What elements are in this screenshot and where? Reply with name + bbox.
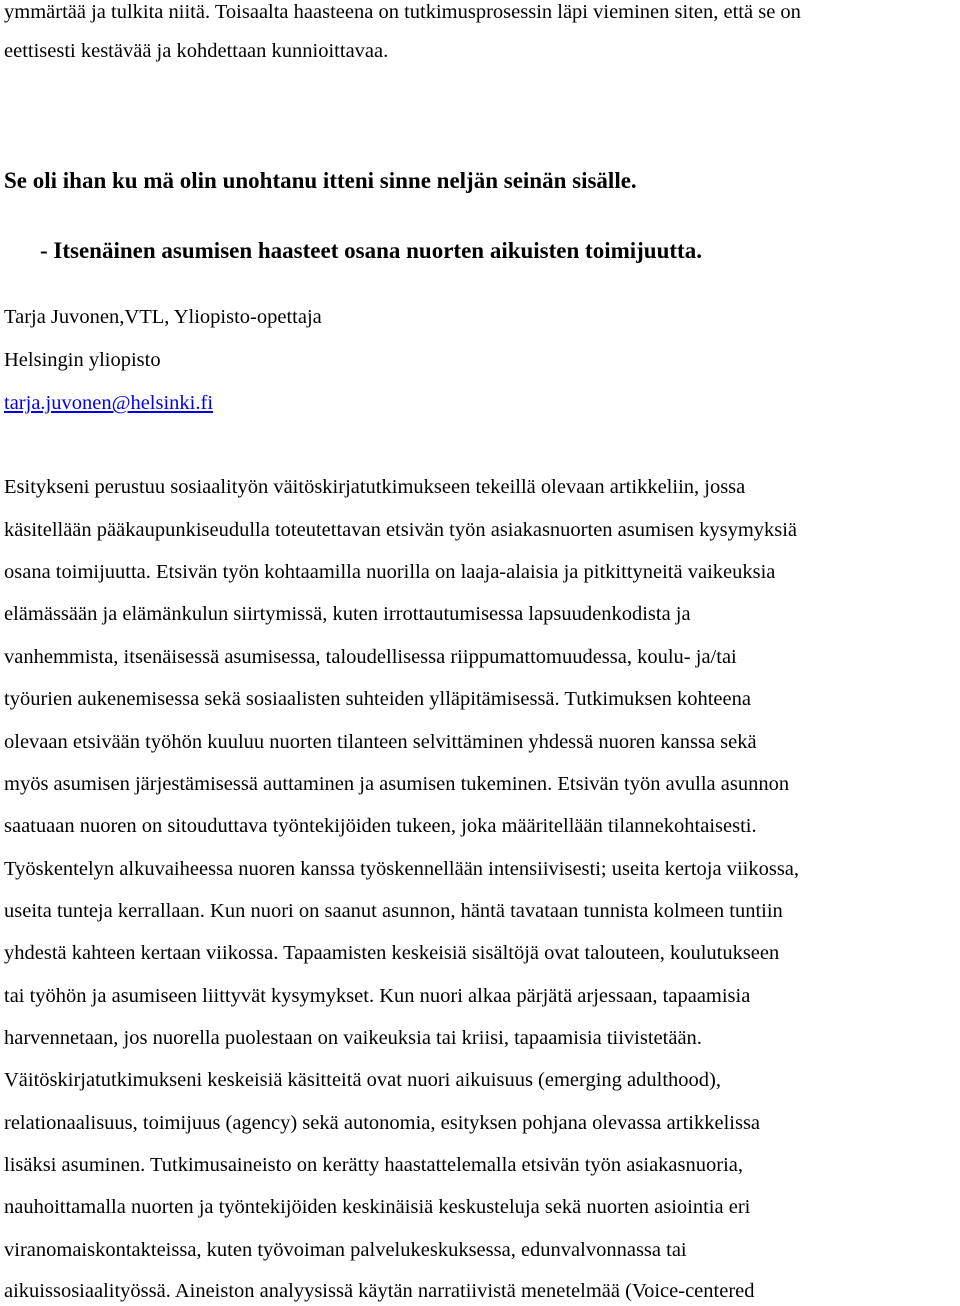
abstract-line: myös asumisen järjestämisessä auttaminen ja asumisen tukeminen. Etsivän työn avulla asunnon	[4, 773, 790, 795]
abstract-line: yhdestä kahteen kertaan viikossa. Tapaamisten keskeisiä sisältöjä ovat talouteen, koulutukseen	[4, 942, 780, 964]
abstract-line: käsitellään pääkaupunkiseudulla toteutettavan etsivän työn asiakasnuorten asumisen kysymyksiä	[4, 519, 798, 541]
abstract-line: relationaalisuus, toimijuus (agency) sekä autonomia, esityksen pohjana olevassa artikkelissa	[4, 1112, 761, 1134]
abstract-line: lisäksi asuminen. Tutkimusaineisto on kerätty haastattelemalla etsivän työn asiakasnuoria,	[4, 1154, 744, 1176]
author-affiliation: Helsingin yliopisto	[4, 349, 161, 371]
abstract-line: Työskentelyn alkuvaiheessa nuoren kanssa työskennellään intensiivisesti; useita kertoja viikossa,	[4, 858, 800, 880]
abstract-line: saatuaan nuoren on sitouduttava työntekijöiden tukeen, joka määritellään tilannekohtaisesti.	[4, 815, 757, 837]
author-name: Tarja Juvonen,VTL, Yliopisto-opettaja	[4, 306, 322, 328]
abstract-line: harvennetaan, jos nuorella puolestaan on vaikeuksia tai kriisi, tapaamisia tiivistetään.	[4, 1027, 702, 1049]
document-title: Se oli ihan ku mä olin unohtanu itteni sinne neljän seinän sisälle.	[4, 168, 637, 193]
abstract-line: elämässään ja elämänkulun siirtymissä, kuten irrottautumisessa lapsuudenkodista ja	[4, 603, 691, 625]
abstract-line: osana toimijuutta. Etsivän työn kohtaamilla nuorilla on laaja-alaisia ja pitkittyneitä vaikeuksia	[4, 561, 776, 583]
abstract-line: nauhoittamalla nuorten ja työntekijöiden keskinäisiä keskusteluja sekä nuorten asiointia eri	[4, 1196, 751, 1218]
abstract-line: Väitöskirjatutkimukseni keskeisiä käsitteitä ovat nuori aikuisuus (emerging adulthood),	[4, 1069, 721, 1091]
abstract-line: vanhemmista, itsenäisessä asumisessa, taloudellisessa riippumattomuudessa, koulu- ja/tai	[4, 646, 737, 668]
abstract-line: työurien aukenemisessa sekä sosiaalisten suhteiden ylläpitämisessä. Tutkimuksen kohteena	[4, 688, 751, 710]
abstract-line: tai työhön ja asumiseen liittyvät kysymykset. Kun nuori alkaa pärjätä arjessaan, tapaamisia	[4, 985, 751, 1007]
abstract-line: aikuissosiaalityössä. Aineiston analyysissä käytän narratiivistä menetelmää (Voice-centered	[4, 1280, 755, 1302]
author-email-link[interactable]: tarja.juvonen@helsinki.fi	[4, 392, 214, 414]
abstract-line: olevaan etsivään työhön kuuluu nuorten tilanteen selvittäminen yhdessä nuoren kanssa sekä	[4, 731, 757, 753]
abstract-line: viranomaiskontakteissa, kuten työvoiman palvelukeskuksessa, edunvalvonnassa tai	[4, 1239, 687, 1261]
intro-line: eettisesti kestävää ja kohdettaan kunnioittavaa.	[4, 40, 389, 62]
abstract-line: Esitykseni perustuu sosiaalityön väitöskirjatutkimukseen tekeillä olevaan artikkeliin, jossa	[4, 476, 746, 498]
document-subtitle: - Itsenäinen asumisen haasteet osana nuorten aikuisten toimijuutta.	[40, 238, 702, 263]
abstract-line: useita tunteja kerrallaan. Kun nuori on saanut asunnon, häntä tavataan tunnista kolmeen tuntiin	[4, 900, 783, 922]
intro-line: ymmärtää ja tulkita niitä. Toisaalta haasteena on tutkimusprosessin läpi vieminen siten, että se on	[4, 1, 801, 23]
